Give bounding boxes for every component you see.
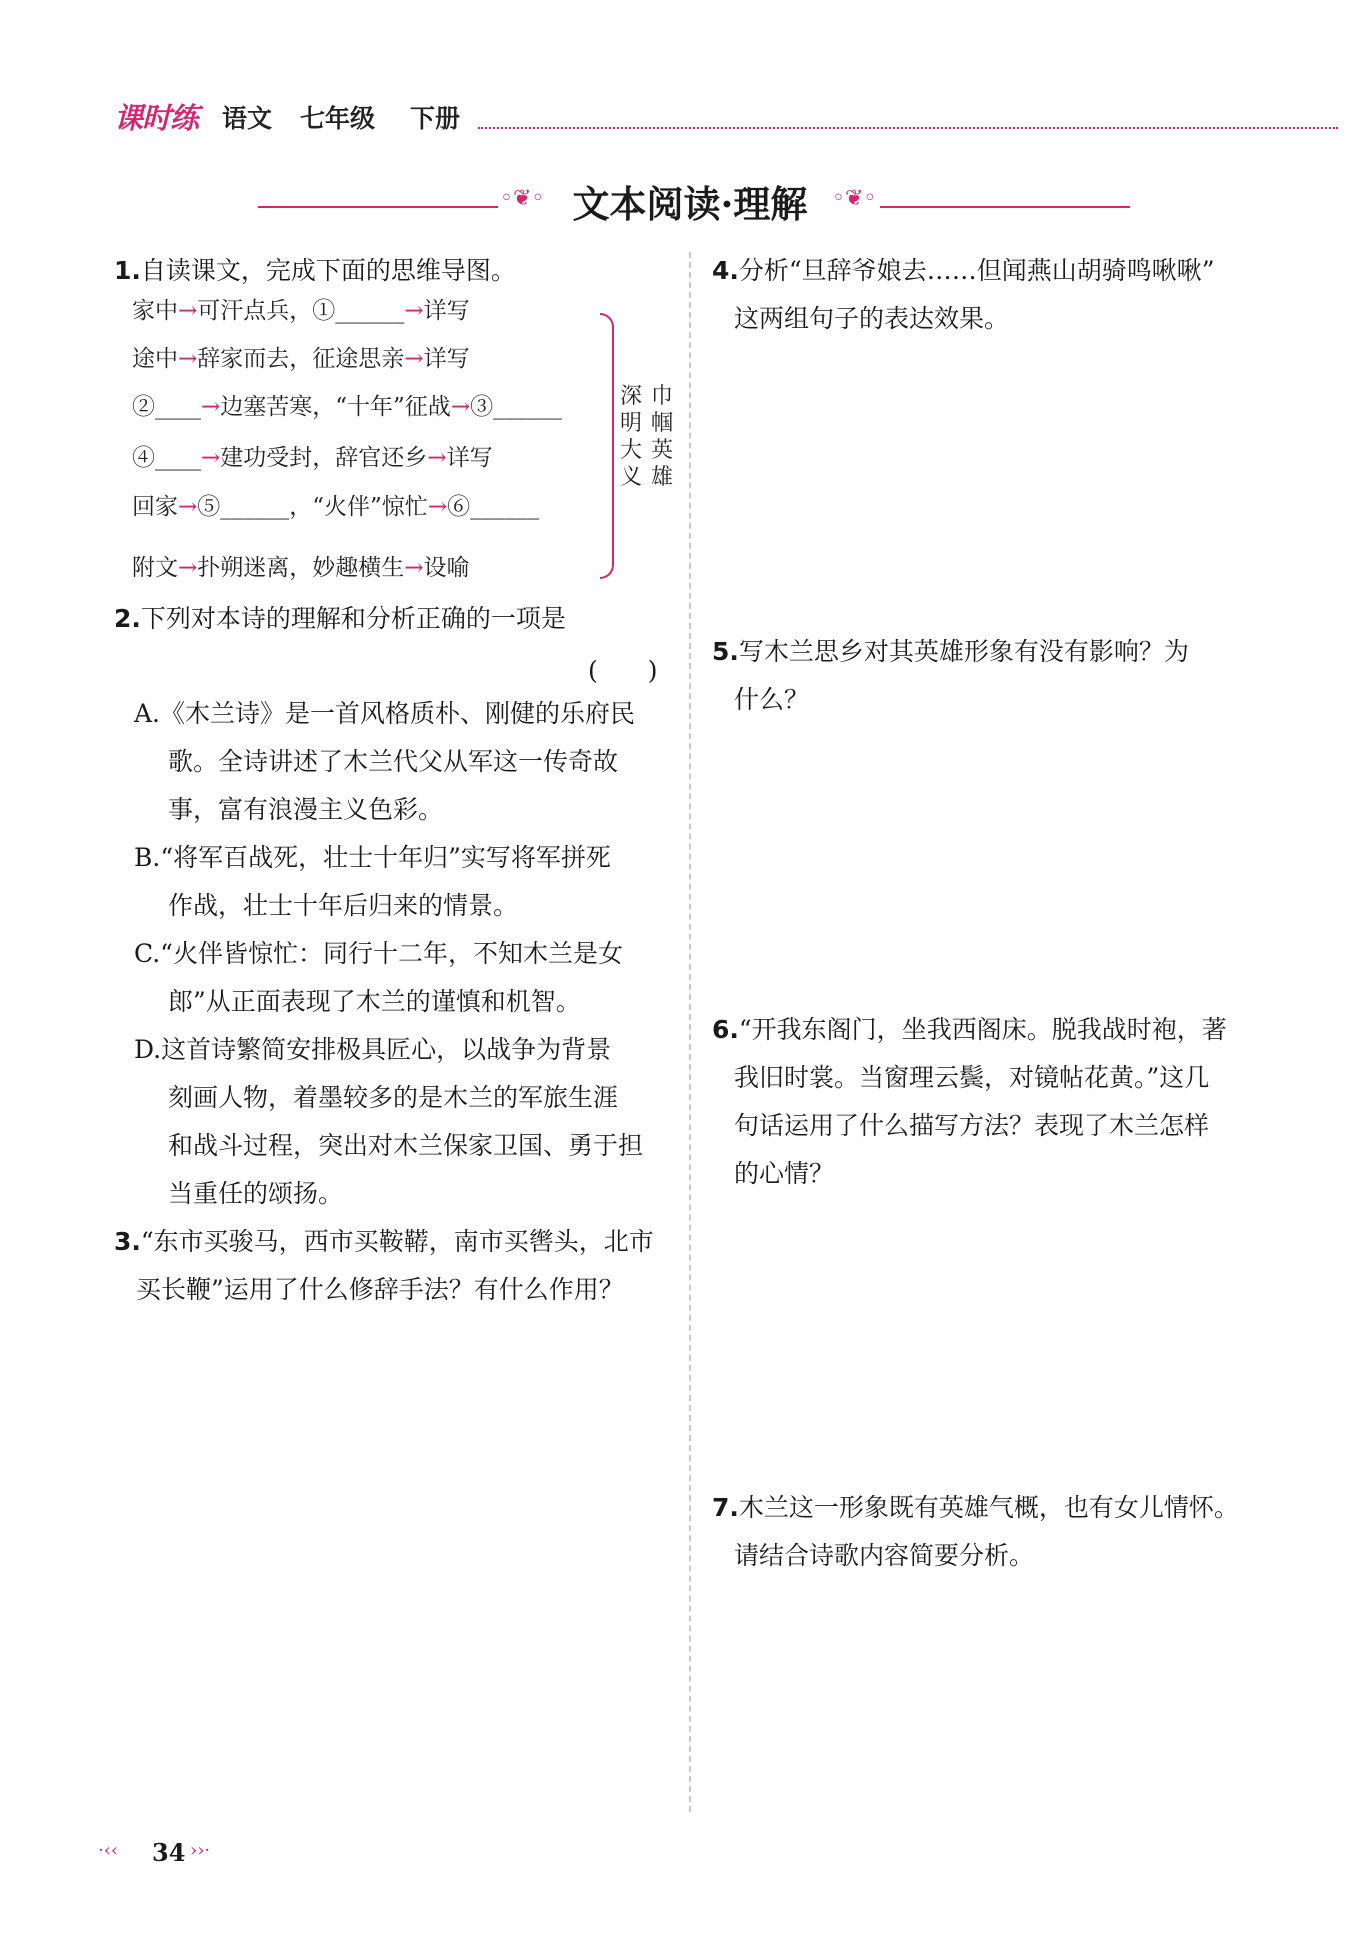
option-line: C.“火伴皆惊忙：同行十二年，不知木兰是女 bbox=[134, 939, 623, 968]
page-number: 34 bbox=[152, 1838, 186, 1867]
arrow-icon: → bbox=[178, 298, 198, 324]
option-c[interactable] bbox=[134, 930, 623, 1026]
option-line: 和战斗过程，突出对木兰保家卫国、勇于担 bbox=[168, 1131, 644, 1160]
mindmap-row-5 bbox=[132, 492, 539, 522]
option-line: 作战，壮士十年后归来的情景。 bbox=[168, 891, 519, 920]
section-title: 文本阅读·理解 bbox=[572, 182, 808, 226]
column-divider bbox=[689, 252, 691, 1812]
question-number: 5. bbox=[712, 637, 739, 666]
arrow-icon: → bbox=[450, 394, 471, 420]
summary-char: 义 bbox=[619, 465, 642, 490]
option-line: B.“将军百战死，壮士十年归”实写将军拼死 bbox=[134, 843, 611, 872]
question-2 bbox=[114, 595, 566, 643]
question-number: 1. bbox=[114, 256, 141, 285]
option-line: D.这首诗繁简安排极具匠心，以战争为背景 bbox=[134, 1035, 612, 1064]
section-rule-right bbox=[880, 206, 1130, 208]
arrow-icon: → bbox=[201, 445, 221, 471]
question-line: 什么？ bbox=[734, 685, 810, 714]
question-line: 写木兰思乡对其英雄形象有没有影响？为 bbox=[738, 637, 1189, 666]
mindmap-node: 途中 bbox=[132, 346, 178, 372]
question-line: 买长鞭”运用了什么修辞手法？有什么作用？ bbox=[136, 1275, 624, 1304]
question-7 bbox=[712, 1484, 1239, 1580]
arrow-icon: → bbox=[404, 555, 424, 581]
mindmap-node: 设喻 bbox=[423, 555, 470, 581]
mindmap-node: 辞家而去，征途思亲 bbox=[197, 346, 405, 372]
mindmap-row-3 bbox=[132, 392, 562, 422]
brand-logo: 课时练 bbox=[114, 101, 199, 135]
question-text: 自读课文，完成下面的思维导图。 bbox=[140, 256, 516, 285]
mindmap-node: 回家 bbox=[132, 494, 178, 520]
option-a[interactable] bbox=[134, 690, 635, 834]
question-text: 下列对本诗的理解和分析正确的一项是 bbox=[140, 604, 566, 633]
header-volume: 下册 bbox=[410, 104, 461, 133]
mindmap-row-4 bbox=[132, 443, 493, 473]
question-5 bbox=[712, 628, 1189, 724]
header-subject: 语文 bbox=[222, 104, 273, 133]
arrow-icon: → bbox=[427, 445, 447, 471]
mindmap-summary-col-2 bbox=[650, 383, 674, 491]
question-line: 请结合诗歌内容简要分析。 bbox=[734, 1541, 1035, 1570]
question-4 bbox=[712, 247, 1214, 343]
page-number-ornament-right-icon: ››· bbox=[190, 1840, 211, 1861]
question-line: 的心情？ bbox=[734, 1159, 835, 1188]
option-line: 郎”从正面表现了木兰的谨慎和机智。 bbox=[168, 987, 581, 1016]
question-number: 6. bbox=[712, 1015, 739, 1044]
mindmap-row-6 bbox=[132, 553, 470, 583]
question-line: “东市买骏马，西市买鞍鞯，南市买辔头，北市 bbox=[140, 1227, 654, 1256]
question-line: “开我东阁门，坐我西阁床。脱我战时袍，著 bbox=[738, 1015, 1227, 1044]
arrow-icon: → bbox=[201, 394, 221, 420]
page-number-ornament-left-icon: ·‹‹ bbox=[98, 1840, 119, 1861]
mindmap-node: ③______ bbox=[470, 394, 563, 420]
header-rule bbox=[478, 127, 1338, 129]
summary-char: 明 bbox=[619, 411, 642, 436]
option-b[interactable] bbox=[134, 834, 611, 930]
summary-char: 帼 bbox=[650, 411, 673, 436]
mindmap-row-1 bbox=[132, 296, 470, 326]
mindmap-node: 建功受封，辞官还乡 bbox=[220, 445, 428, 471]
arrow-icon: → bbox=[427, 494, 448, 520]
question-number: 7. bbox=[712, 1493, 739, 1522]
section-rule-left bbox=[258, 206, 498, 208]
ornament-right-icon: ◦❦◦ bbox=[832, 186, 877, 211]
question-number: 4. bbox=[712, 256, 739, 285]
arrow-icon: → bbox=[178, 346, 198, 372]
question-line: 木兰这一形象既有英雄气概，也有女儿情怀。 bbox=[738, 1493, 1239, 1522]
mindmap-summary-col-1 bbox=[619, 383, 643, 491]
question-line: 我旧时裳。当窗理云鬓，对镜帖花黄。”这几 bbox=[734, 1063, 1210, 1092]
summary-char: 深 bbox=[619, 384, 642, 409]
mindmap-node: 可汗点兵，①______ bbox=[197, 298, 405, 324]
option-line: 刻画人物，着墨较多的是木兰的军旅生涯 bbox=[168, 1083, 619, 1112]
option-d[interactable] bbox=[134, 1026, 643, 1218]
mindmap-node: ②____ bbox=[132, 394, 201, 420]
mindmap-brace bbox=[600, 313, 614, 579]
arrow-icon: → bbox=[404, 346, 424, 372]
arrow-icon: → bbox=[178, 555, 198, 581]
ornament-left-icon: ◦❦◦ bbox=[500, 186, 545, 211]
mindmap-node: 附文 bbox=[132, 555, 178, 581]
arrow-icon: → bbox=[178, 494, 198, 520]
mindmap-row-2 bbox=[132, 344, 470, 374]
arrow-icon: → bbox=[404, 298, 424, 324]
summary-char: 英 bbox=[650, 438, 673, 463]
mindmap-node: 边塞苦寒，“十年”征战 bbox=[220, 394, 451, 420]
mindmap-node: 详写 bbox=[423, 298, 470, 324]
header-grade: 七年级 bbox=[300, 104, 376, 133]
option-line: 当重任的颂扬。 bbox=[168, 1179, 344, 1208]
question-line: 分析“旦辞爷娘去……但闻燕山胡骑鸣啾啾” bbox=[738, 256, 1215, 285]
question-6 bbox=[712, 1006, 1227, 1198]
summary-char: 雄 bbox=[650, 465, 673, 490]
option-line: 事，富有浪漫主义色彩。 bbox=[168, 795, 444, 824]
question-number: 3. bbox=[114, 1227, 141, 1256]
option-line: A.《木兰诗》是一首风格质朴、刚健的乐府民 bbox=[134, 699, 636, 728]
mindmap-node: 家中 bbox=[132, 298, 178, 324]
summary-char: 巾 bbox=[650, 384, 673, 409]
option-line: 歌。全诗讲述了木兰代父从军这一传奇故 bbox=[168, 747, 619, 776]
mindmap-node: ④____ bbox=[132, 445, 201, 471]
answer-parentheses[interactable]: ( ) bbox=[588, 656, 658, 685]
mindmap-node: ⑥______ bbox=[447, 494, 540, 520]
question-number: 2. bbox=[114, 604, 141, 633]
question-1 bbox=[114, 247, 516, 295]
mindmap-node: 详写 bbox=[446, 445, 493, 471]
mindmap-node: ⑤______，“火伴”惊忙 bbox=[197, 494, 428, 520]
question-3 bbox=[114, 1218, 654, 1314]
mindmap-node: 扑朔迷离，妙趣横生 bbox=[197, 555, 405, 581]
question-line: 这两组句子的表达效果。 bbox=[734, 304, 1010, 333]
summary-char: 大 bbox=[619, 438, 642, 463]
mindmap-node: 详写 bbox=[423, 346, 470, 372]
question-line: 句话运用了什么描写方法？表现了木兰怎样 bbox=[734, 1111, 1210, 1140]
